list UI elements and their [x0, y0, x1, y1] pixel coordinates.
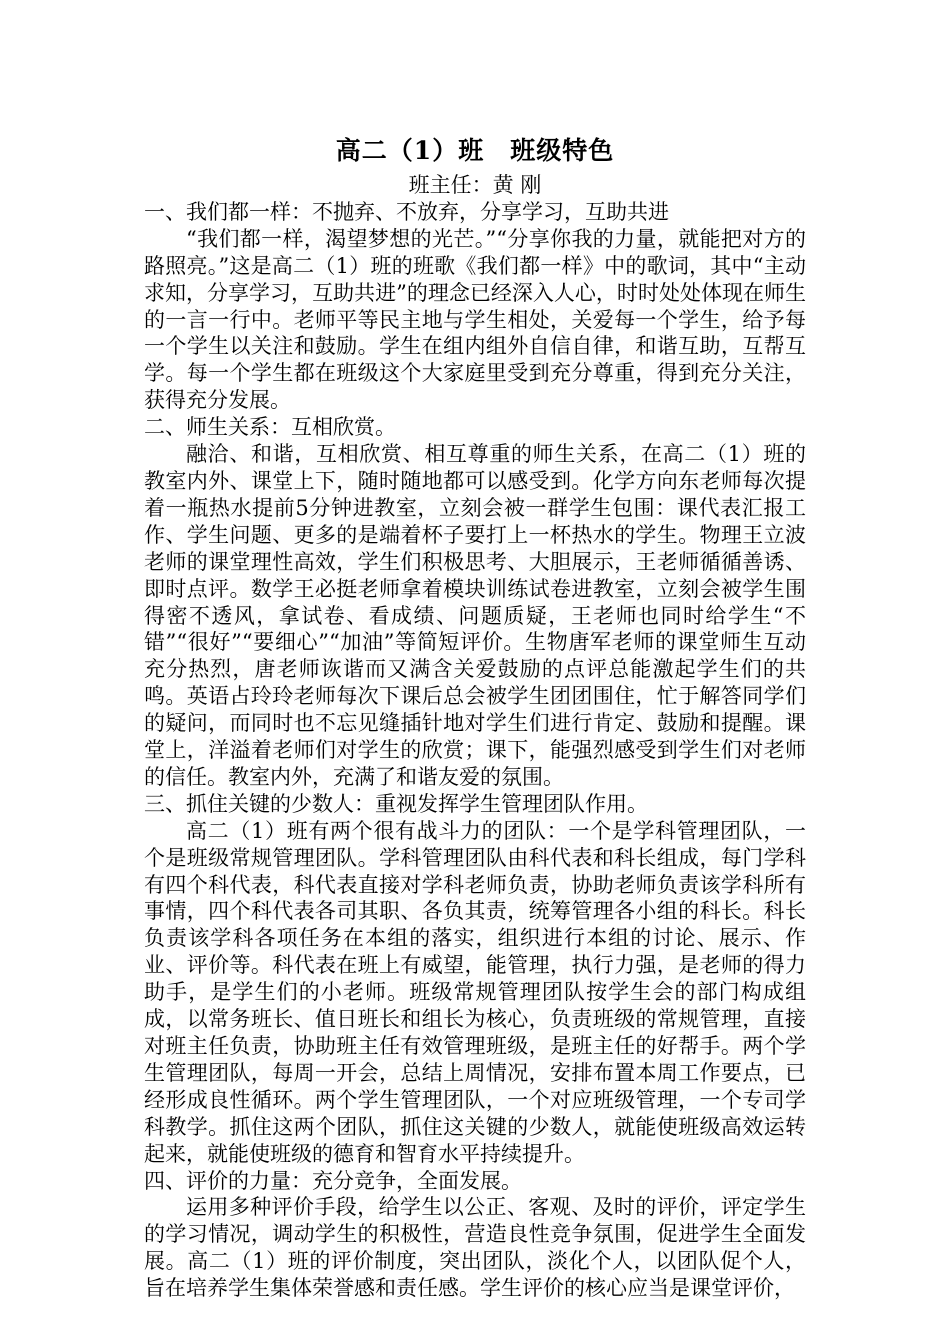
section-4-body: 运用多种评价手段，给学生以公正、客观、及时的评价，评定学生的学习情况，调动学生的积极性，营造良性竞争氛围，促进学生全面发展。高二（1）班的评价制度，突出团队，淡化个人，以团队促个人，旨在培养学生集体荣誉感和责任感。学生评价的核心应当是课堂评价， [144, 1195, 806, 1301]
document-title: 高二（1）班 班级特色 [335, 136, 615, 165]
section-3-heading: 三、抓住关键的少数人：重视发挥学生管理团队作用。 [144, 791, 648, 816]
document-subtitle: 班主任：黄 刚 [408, 173, 542, 197]
section-2-heading: 二、师生关系：互相欣赏。 [144, 415, 396, 440]
document-body [144, 134, 806, 1302]
section-4-heading: 四、评价的力量：充分竞争，全面发展。 [144, 1168, 522, 1193]
section-1-heading: 一、我们都一样：不抛弃、不放弃，分享学习，互助共进 [144, 199, 669, 224]
section-2-body: 融洽、和谐，互相欣赏、相互尊重的师生关系，在高二（1）班的教室内外、课堂上下，随时随地都可以感受到。化学方向东老师每次提着一瓶热水提前5分钟进教室，立刻会被一群学生包围：课代表汇报工作、学生问题、更多的是端着杯子要打上一杯热水的学生。物理王立波老师的课堂理性高效，学生们积极思考、大胆展示，王老师循循善诱、即时点评。数学王必挺老师拿着模块训练试卷进教室，立刻会被学生围得密不透风，拿试卷、看成绩、问题质疑，王老师也同时给学生“不错”“很好”“要细心”“加油”等简短评价。生物唐军老师的课堂师生互动充分热烈，唐老师诙谐而又满含关爱鼓励的点评总能激起学生们的共鸣。英语占玲玲老师每次下课后总会被学生团团围住，忙于解答同学们的疑问，而同时也不忘见缝插针地对学生们进行肯定、鼓励和提醒。课堂上，洋溢着老师们对学生的欣赏；课下，能强烈感受到学生们对老师的信任。教室内外，充满了和谐友爱的氛围。 [144, 442, 806, 789]
section-3-body: 高二（1）班有两个很有战斗力的团队：一个是学科管理团队，一个是班级常规管理团队。学科管理团队由科代表和科长组成，每门学科有四个科代表，科代表直接对学科老师负责，协助老师负责该学科所有事情，四个科代表各司其职、各负其责，统筹管理各小组的科长。科长负责该学科各项任务在本组的落实，组织进行本组的讨论、展示、作业、评价等。科代表在班上有威望，能管理，执行力强，是老师的得力助手，是学生们的小老师。班级常规管理团队按学生会的部门构成组成，以常务班长、值日班长和组长为核心，负责班级的常规管理，直接对班主任负责，协助班主任有效管理班级，是班主任的好帮手。两个学生管理团队，每周一开会，总结上周情况，安排布置本周工作要点，已经形成良性循环。两个学生管理团队，一个对应班级管理，一个专司学科教学。抓住这两个团队，抓住这关键的少数人，就能使班级高效运转起来，就能使班级的德育和智育水平持续提升。 [144, 818, 806, 1166]
section-1-body: “我们都一样，渴望梦想的光芒。”“分享你我的力量，就能把对方的路照亮。”这是高二（1）班的班歌《我们都一样》中的歌词，其中“主动求知，分享学习，互助共进”的理念已经深入人心，时时处处体现在师生的一言一行中。老师平等民主地与学生相处，关爱每一个学生，给予每一个学生以关注和鼓励。学生在组内组外自信自律，和谐互助，互帮互学。每一个学生都在班级这个大家庭里受到充分尊重，得到充分关注，获得充分发展。 [144, 226, 806, 413]
